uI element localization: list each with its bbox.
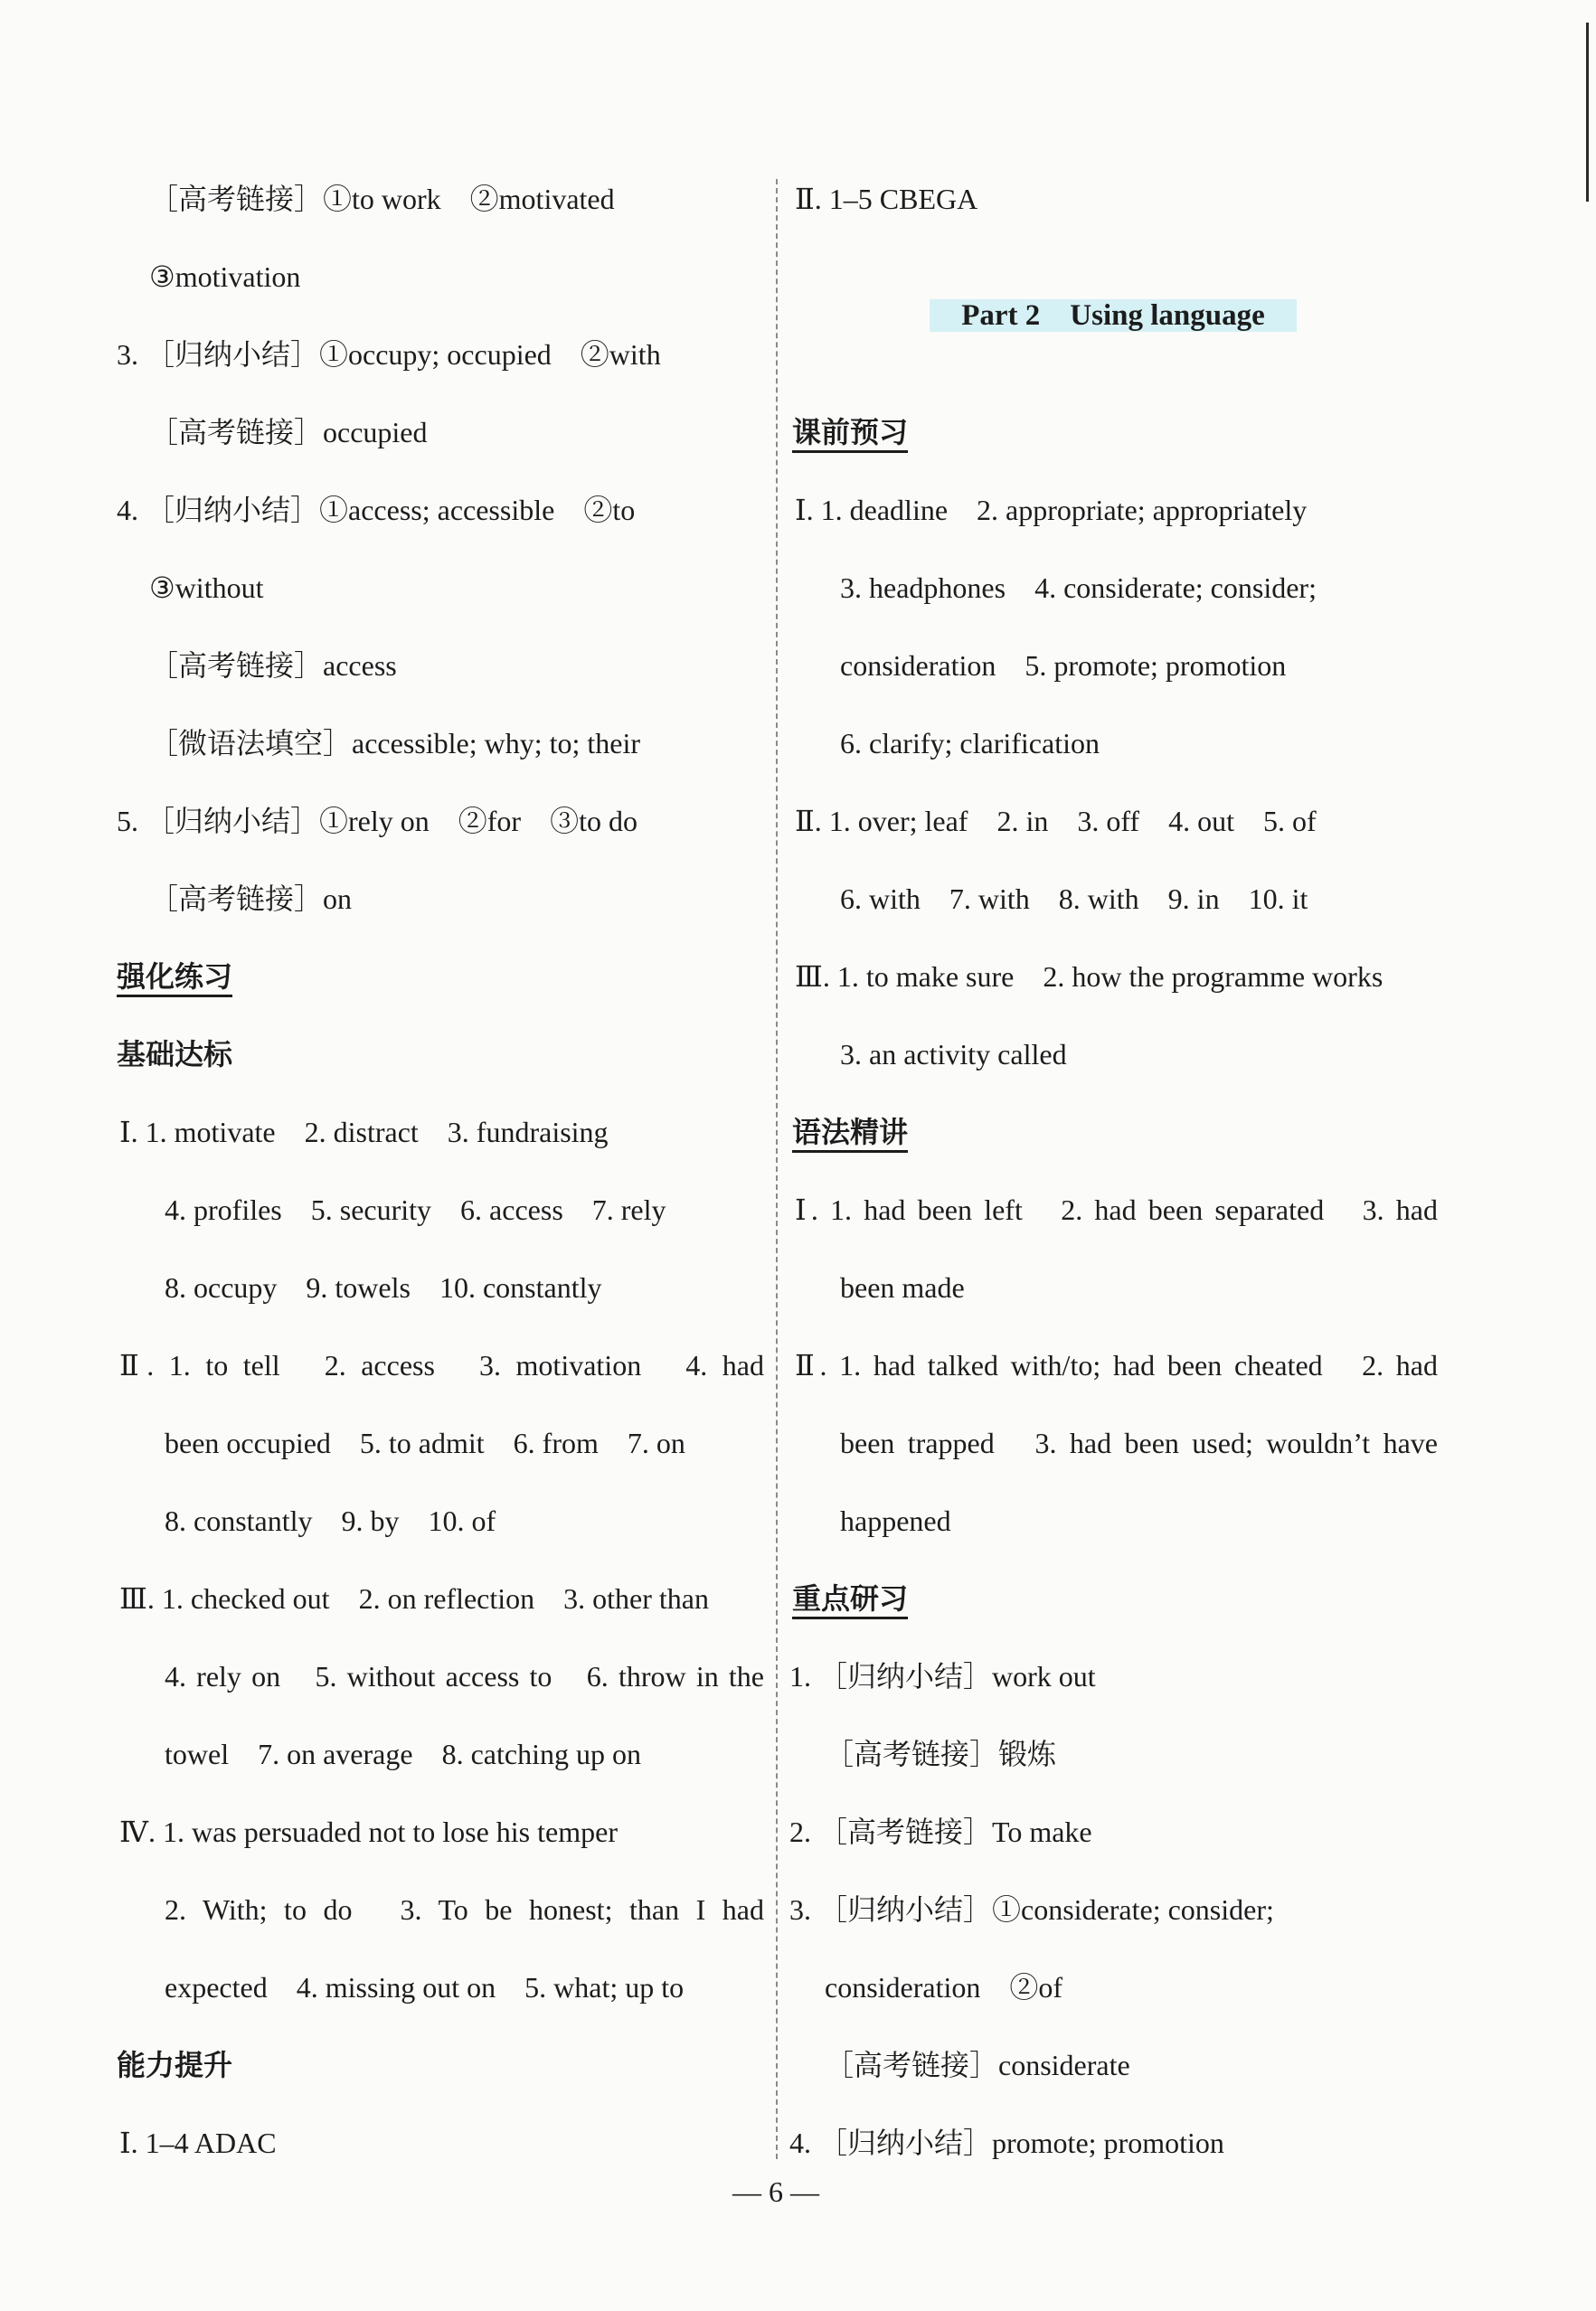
answer-line: 3. an activity called — [840, 1038, 1067, 1071]
answer-line: ［高考链接］①to work ②motivated — [149, 183, 615, 215]
answer-line: ［高考链接］considerate — [825, 2049, 1130, 2081]
section-heading-row — [789, 1560, 1438, 1637]
answer-line: 3. headphones 4. considerate; consider; — [840, 571, 1317, 604]
answer-line: 4. ［归纳小结］promote; promotion — [789, 2127, 1224, 2159]
answer-line: ［高考链接］on — [149, 882, 353, 915]
answer-line: 6. with 7. with 8. with 9. in 10. it — [840, 882, 1308, 915]
answer-line: 2. With; to do 3. To be honest; than I had — [165, 1893, 764, 1926]
answer-line: been made — [840, 1271, 965, 1304]
right-column — [789, 160, 1438, 2182]
section-heading: 重点研习 — [792, 1582, 909, 1615]
answer-line: ③without — [149, 571, 264, 604]
answer-line: expected 4. missing out on 5. what; up to — [165, 1971, 685, 2004]
answer-line: 8. occupy 9. towels 10. constantly — [165, 1271, 602, 1304]
answer-line: Ⅳ. 1. was persuaded not to lose his temper — [119, 1816, 618, 1848]
section-heading: 课前预习 — [792, 416, 909, 448]
part-heading-block — [789, 238, 1438, 393]
answer-line: 5. ［归纳小结］①rely on ②for ③to do — [117, 805, 637, 837]
section-heading: 强化练习 — [117, 960, 233, 993]
answer-line: Ⅱ. 1. had talked with/to; had been cheated 2. had — [795, 1349, 1438, 1382]
answer-line: Ⅲ. 1. checked out 2. on reflection 3. other than — [119, 1582, 710, 1615]
subsection-heading: 基础达标 — [117, 1038, 233, 1071]
answer-line: 3. ［归纳小结］①considerate; consider; — [789, 1893, 1274, 1926]
answer-line: 3. ［归纳小结］①occupy; occupied ②with — [117, 338, 661, 371]
answer-line: 1. ［归纳小结］work out — [789, 1660, 1096, 1693]
answer-line: towel 7. on average 8. catching up on — [165, 1738, 641, 1770]
answer-line: 4. profiles 5. security 6. access 7. rely — [165, 1193, 666, 1226]
section-heading-row — [789, 1093, 1438, 1171]
page-number: — 6 — — [732, 2175, 819, 2208]
answer-line: Ⅰ. 1. motivate 2. distract 3. fundraising — [119, 1116, 609, 1148]
answer-line: ［微语法填空］accessible; why; to; their — [149, 727, 641, 759]
answer-line: been occupied 5. to admit 6. from 7. on — [165, 1427, 685, 1459]
answer-line: ［高考链接］occupied — [149, 416, 428, 448]
scan-edge-mark — [1586, 23, 1589, 202]
section-heading-row — [117, 938, 764, 1015]
answer-line: 2. ［高考链接］To make — [789, 1816, 1092, 1848]
answer-line: consideration 5. promote; promotion — [840, 649, 1287, 682]
answer-line: been trapped 3. had been used; wouldn’t have — [840, 1427, 1438, 1459]
subsection-heading: 能力提升 — [117, 2049, 233, 2081]
section-heading: 语法精讲 — [792, 1116, 909, 1148]
answer-line: 6. clarify; clarification — [840, 727, 1100, 759]
answer-line: Ⅱ. 1–5 CBEGA — [795, 183, 978, 215]
part-heading: Part 2 Using language — [930, 299, 1297, 332]
answer-line: Ⅲ. 1. to make sure 2. how the programme works — [795, 960, 1384, 993]
answer-line: ［高考链接］access — [149, 649, 397, 682]
answer-line: ③motivation — [149, 260, 301, 293]
answer-line: happened — [840, 1505, 951, 1537]
left-column — [117, 160, 764, 2182]
answer-line: Ⅰ. 1. deadline 2. appropriate; appropriately — [795, 494, 1308, 526]
answer-line: Ⅰ. 1. had been left 2. had been separated 3. had — [795, 1193, 1438, 1226]
answer-line: Ⅰ. 1–4 ADAC — [119, 2127, 277, 2159]
answer-line: Ⅱ. 1. over; leaf 2. in 3. off 4. out 5. of — [795, 805, 1317, 837]
answer-line: 8. constantly 9. by 10. of — [165, 1505, 496, 1537]
answer-line: 4. rely on 5. without access to 6. throw in the — [165, 1660, 764, 1693]
answer-line: consideration ②of — [825, 1971, 1063, 2004]
answer-line: 4. ［归纳小结］①access; accessible ②to — [117, 494, 636, 526]
column-divider — [776, 179, 778, 2159]
answer-line: Ⅱ. 1. to tell 2. access 3. motivation 4. had — [119, 1349, 764, 1382]
section-heading-row — [789, 393, 1438, 471]
answer-line: ［高考链接］锻炼 — [825, 1738, 1057, 1770]
